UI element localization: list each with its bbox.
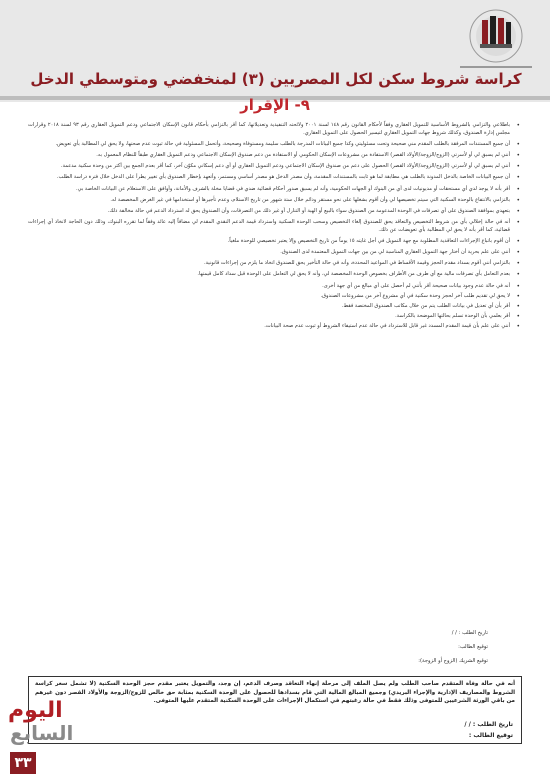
declaration-item: • أقر بأن أي تعديل في بيانات الطلب يتم من خلال مكاتب الصندوق المختصة فقط. — [28, 303, 520, 311]
declaration-item: • بتعهدي بموافقة الصندوق على أي تصرفات في الوحدة المدعومة من الصندوق سواء بالبيع أو الهبة أو التنازل أو غير ذلك من التصرفات، وأن الصندوق يحق له استرداد الدعم في حالة مخالفة ذلك. — [28, 208, 520, 216]
declaration-item: • أن أقوم باتباع الإجراءات التعاقدية المطلوبة مع جهة التمويل في أجل غايته ١٥ يوماً من تاريخ التخصيص وإلا يعتبر تخصيصي للوحدة ملغياً. — [28, 238, 520, 246]
inheritance-notice-text: أنه في حالة وفاة المتقدم صاحب الطلب ولم يصل الملف إلى مرحلة إنهاء التعاقد وصرف الدعم، إن وجد، والتمويل يعتبر مقدم حجز الوحدة السكنية (لا تشمل سعر كراسة الشروط والمصاريف الإدارية والإجراء البريدي) وجميع المبالغ المالية التي قام بسدادها للحصول على الوحدة السكنية بمثابة حق خالص للزوج/الزوجة والأولاد القصر دون غيرهم من باقي الورثة الشرعيين للمتوفى وذلك فقط في حالة رغبتهم في استكمال الإجراءات على الوحدة السكنية المتقدم عليها المتوفى. — [35, 681, 515, 705]
signature-applicant: توقيع الطالب: — [458, 644, 488, 650]
declaration-item: • أن جميع المستندات المرفقة بالطلب المقدم مني صحيحة وتحت مسئوليتي وكذا جميع البيانات المدرجة بالطلب سليمة ومستوفاة وصحيحة، وأتحمل المسئولية في حالة ثبوت عدم صحتها، ولا يحق لي المطالبة بأي تعويض. — [28, 141, 520, 149]
signature-spouse: توقيع الشريك (الزوج أو الزوجة): — [418, 658, 488, 664]
declaration-item: • بعدم التعامل بأي تصرفات مالية مع أي طرف من الأطراف بخصوص الوحدة المخصصة لي، وأنه لا يحق لي التعامل على الوحدة قبل سداد كامل قيمتها. — [28, 271, 520, 279]
government-emblem-icon — [450, 6, 542, 76]
publisher-logo — [8, 700, 78, 748]
declaration-item: • أنني على علم بأن قيمة المقدم المسدد غير قابل للاسترداد في حالة عدم استيفاء الشروط أو ثبوت عدم صحة البيانات. — [28, 323, 520, 331]
box-date-line: تاريخ الطلب : / / — [464, 721, 513, 728]
declaration-item: • أنه في حالة عدم وجود بيانات صحيحة أقر بأنني لم أحصل على أي مبالغ من أي جهة أخرى. — [28, 283, 520, 291]
declaration-item: • أنني على علم بحرية أن أختار جهة التمويل العقاري المناسبة لي من بين جهات التمويل المعتمدة لدى الصندوق. — [28, 249, 520, 257]
declaration-item: • لا يحق لي تقديم طلب آخر لحجز وحدة سكنية في أي مشروع آخر من مشروعات الصندوق. — [28, 293, 520, 301]
declaration-item: • أنني لم يسبق لي أو لأسرتي (الزوج/الزوجة/الأولاد القصر) الحصول على دعم من صندوق الإسكان الاجتماعي ودعم التمويل العقاري أو أي دعم إسكاني مكوّن آخر، كما أقر بعدم الجمع بين أكثر من وحدة سكنية مدعمة. — [28, 163, 520, 171]
declaration-item: • بالتزامي بالانتفاع بالوحدة السكنية التي سيتم تخصيصها لي وأن أقوم بشغلها على نحو مستقر ودائم خلال ستة شهور من تاريخ الاستلام، وعدم تأجيرها أو استخدامها في غير الغرض المخصصة له. — [28, 197, 520, 205]
declaration-list — [28, 122, 520, 334]
page-header — [0, 0, 550, 102]
declaration-item: • باطلاعي والتزامي بالشروط الأساسية للتمويل العقاري وفقاً لأحكام القانون رقم ١٤٨ لسنة ٢٠٠١ ولائحته التنفيذية وتعديلاتها، كما أقر بالتزامي بأحكام قانون الإسكان الاجتماعي ودعم التمويل العقاري رقم ٩٣ لسنة ٢٠١٨ وقرارات مجلس إدارة الصندوق، وكذلك شروط جهات التمويل العقاري لتيسير الحصول على التمويل العقاري. — [28, 122, 520, 137]
declaration-item: • أن جميع البيانات الخاصة بالدخل المدونة بالطلب هي مطابقة لما هو ثابت بالمستندات المقدمة، وأن مصدر الدخل هو مصدر أساسي ومستمر، وأتعهد بإخطار الصندوق بأي تغيير يطرأ على الدخل خلال فترة دراسة الطلب. — [28, 174, 520, 182]
declaration-item: • بالتزامي أنني أقوم بسداد مقدم الحجز وقيمة الأقساط في المواعيد المحددة، وأنه في حالة التأخير يحق للصندوق اتخاذ ما يلزم من إجراءات قانونية. — [28, 260, 520, 268]
section-heading: ٩- الإقرار — [240, 96, 310, 114]
box-signature-line: توقيع الطالب : — [468, 732, 513, 739]
logo-text-primary: اليوم — [8, 698, 63, 723]
declaration-item: • أقر بأنه لا يوجد لدي أي مستحقات أو مديونيات لدى أي من البنوك أو الجهات الحكومية، وأنه لم يسبق صدور أحكام قضائية ضدي في قضايا مخلة بالشرف والأمانة، وأوافق على الاستعلام عن البيانات الخاصة بي. — [28, 186, 520, 194]
declaration-item: • أقر بعلمي بأن الوحدة تسلم بحالتها الموضحة بالكراسة. — [28, 313, 520, 321]
declaration-item: • أنني لم يسبق لي أو لأسرتي (الزوج/الزوجة/الأولاد القصر) الاستفادة من مشروعات الإسكان الحكومي أو الاستفادة من دعم صندوق الإسكان الاجتماعي ودعم التمويل العقاري طبقاً للنظام المعمول به. — [28, 152, 520, 160]
signature-date: تاريخ الطلب : / / — [451, 630, 488, 636]
page-number: ٣٣ — [10, 752, 36, 774]
inheritance-notice-box — [28, 676, 522, 744]
document-title: كراسة شروط سكن لكل المصريين (٣) لمنخفضي ومتوسطي الدخل — [30, 70, 522, 88]
declaration-item: • أنه في حالة إخلالي بأي من شروط التخصيص والتعاقد يحق للصندوق إلغاء التخصيص وسحب الوحدة السكنية واسترداد قيمة الدعم النقدي المقدم لي مضافاً إليه عائد وفقاً لما تقرره البنوك، وذلك دون الحاجة لاتخاذ أي إجراءات قضائية، كما أقر بأنه لا يحق لي المطالبة بأي تعويضات عن ذلك. — [28, 219, 520, 234]
logo-text-secondary: السابع — [10, 721, 74, 745]
